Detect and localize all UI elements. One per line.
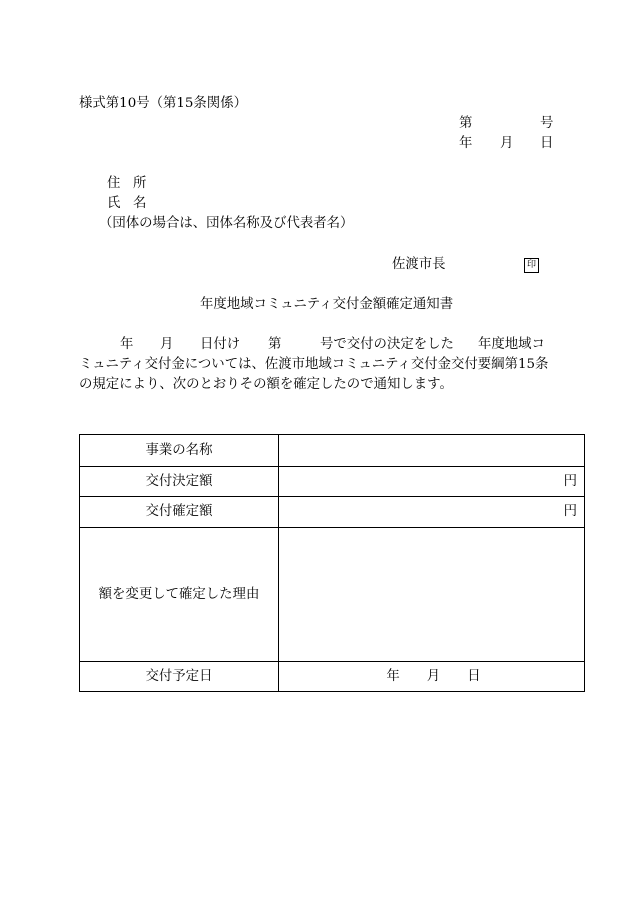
name-label-1: 氏	[107, 196, 121, 211]
scheduled-date-value	[279, 662, 585, 692]
table-row	[80, 467, 585, 497]
body-line1-month: 月	[160, 337, 174, 352]
body-line1-decision: 号で交付の決定をした	[320, 337, 454, 352]
project-name-value	[279, 435, 585, 467]
date-year: 年	[459, 136, 473, 151]
decided-amount-unit: 円	[279, 467, 585, 497]
confirmation-table	[79, 434, 585, 692]
doc-number-suffix: 号	[540, 116, 554, 131]
body-line1-year: 年	[120, 337, 134, 352]
date-day: 日	[540, 136, 554, 151]
table-row	[80, 528, 585, 662]
body-line1-number-prefix: 第	[268, 337, 282, 352]
recipient-note: （団体の場合は、団体名称及び代表者名）	[99, 216, 354, 231]
confirmed-amount-unit: 円	[279, 497, 585, 528]
document-title: 年度地域コミュニティ交付金額確定通知書	[200, 297, 454, 312]
change-reason-label: 額を変更して確定した理由	[80, 528, 279, 662]
table-row	[80, 497, 585, 528]
body-line1-fiscal-year: 年度地域コ	[478, 337, 545, 352]
seal-mark: 印	[524, 258, 539, 273]
body-line3: の規定により、次のとおりその額を確定したので通知します。	[79, 377, 453, 392]
confirmed-amount-label: 交付確定額	[80, 497, 279, 528]
project-name-label: 事業の名称	[80, 435, 279, 467]
address-label-1: 住	[107, 176, 121, 191]
issuer-name: 佐渡市長	[392, 257, 446, 272]
body-line2: ミュニティ交付金については、佐渡市地域コミュニティ交付金交付要綱第15条	[79, 357, 549, 372]
decided-amount-label: 交付決定額	[80, 467, 279, 497]
scheduled-date-year: 年	[386, 668, 400, 684]
name-label-2: 名	[133, 196, 147, 211]
scheduled-date-label: 交付予定日	[80, 662, 279, 692]
date-month: 月	[500, 136, 514, 151]
doc-number-prefix: 第	[459, 116, 473, 131]
scheduled-date-month: 月	[426, 668, 441, 684]
address-label-2: 所	[133, 176, 147, 191]
body-line1-day: 日付け	[200, 337, 241, 352]
table-row	[80, 662, 585, 692]
change-reason-value	[279, 528, 585, 662]
scheduled-date-day: 日	[467, 668, 481, 684]
form-number: 様式第10号（第15条関係）	[79, 96, 247, 111]
table-row	[80, 435, 585, 467]
